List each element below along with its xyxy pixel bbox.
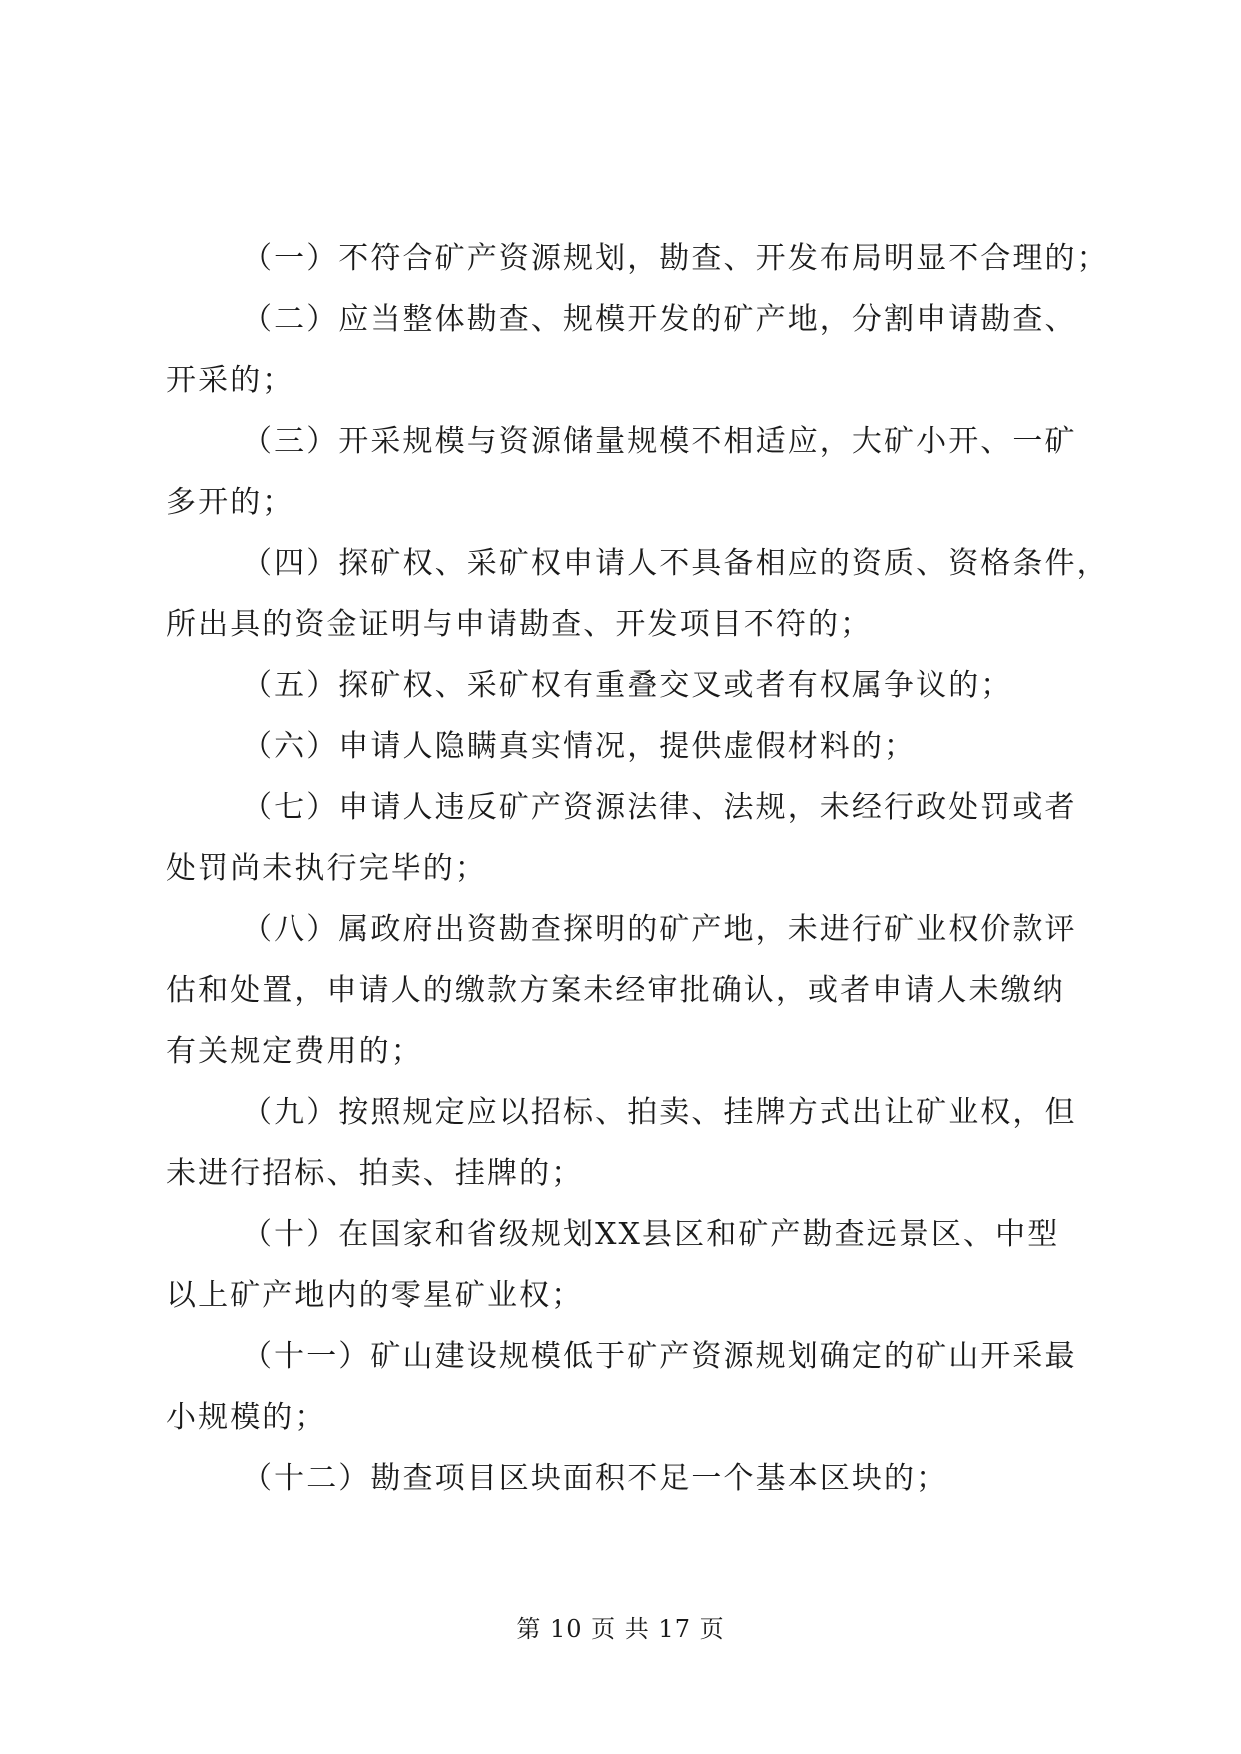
text-line: 多开的；: [166, 485, 295, 520]
text-line: （十二）勘查项目区块面积不足一个基本区块的；: [242, 1461, 949, 1496]
document-body: [166, 228, 1109, 1509]
text-line: （三）开采规模与资源储量规模不相适应，大矿小开、一矿: [242, 424, 1077, 459]
text-line: （一）不符合矿产资源规划，勘查、开发布局明显不合理的；: [242, 241, 1109, 276]
page-footer: [0, 1614, 1241, 1644]
text-line: （四）探矿权、采矿权申请人不具备相应的资质、资格条件，: [242, 546, 1109, 581]
text-line: 未进行招标、拍卖、挂牌的；: [166, 1156, 584, 1191]
text-line: 开采的；: [166, 363, 295, 398]
text-line: 以上矿产地内的零星矿业权；: [166, 1278, 584, 1313]
text-line: 所出具的资金证明与申请勘查、开发项目不符的；: [166, 607, 873, 642]
text-line: （十一）矿山建设规模低于矿产资源规划确定的矿山开采最: [242, 1339, 1077, 1374]
text-line: （五）探矿权、采矿权有重叠交叉或者有权属争议的；: [242, 668, 1013, 703]
text-line: （二）应当整体勘查、规模开发的矿产地，分割申请勘查、: [242, 302, 1077, 337]
text-line: （八）属政府出资勘查探明的矿产地，未进行矿业权价款评: [242, 912, 1077, 947]
text-line: （九）按照规定应以招标、拍卖、挂牌方式出让矿业权，但: [242, 1095, 1077, 1130]
text-line: 处罚尚未执行完毕的；: [166, 851, 487, 886]
text-line: 小规模的；: [166, 1400, 327, 1435]
text-line: （七）申请人违反矿产资源法律、法规，未经行政处罚或者: [242, 790, 1077, 825]
text-line: （十）在国家和省级规划XX县区和矿产勘查远景区、中型: [242, 1217, 1060, 1252]
page-number-label: 第 10 页 共 17 页: [516, 1615, 725, 1643]
text-line: 估和处置，申请人的缴款方案未经审批确认，或者申请人未缴纳: [166, 973, 1065, 1008]
text-line: 有关规定费用的；: [166, 1034, 423, 1069]
text-line: （六）申请人隐瞒真实情况，提供虚假材料的；: [242, 729, 917, 764]
